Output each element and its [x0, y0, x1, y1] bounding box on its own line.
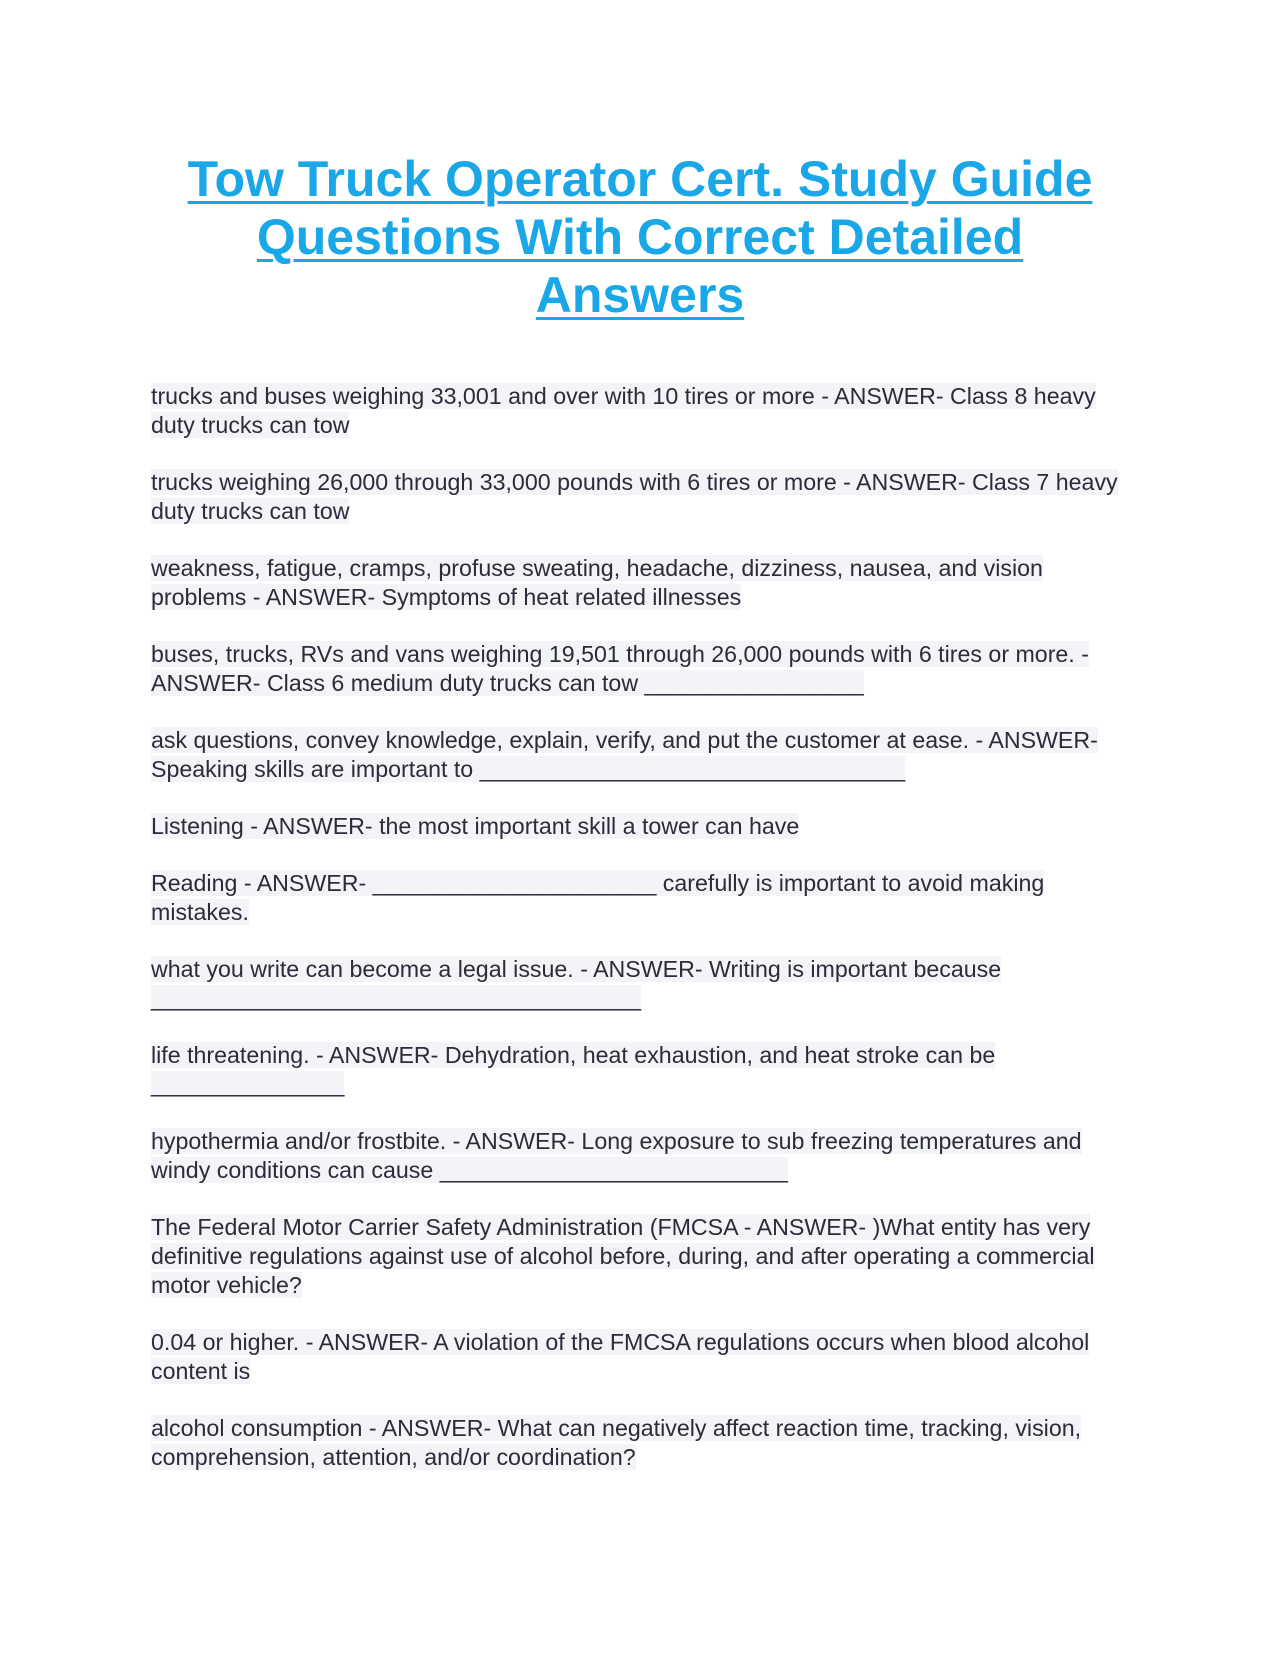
qa-text: Reading - ANSWER- ______________________ carefully is important to avoid making mistakes.: [151, 870, 1045, 925]
qa-text: alcohol consumption - ANSWER- What can negatively affect reaction time, tracking, vision, comprehension, attention, and/or coordination?: [151, 1415, 1082, 1470]
qa-item: [151, 1127, 1141, 1185]
qa-text: hypothermia and/or frostbite. - ANSWER- Long exposure to sub freezing temperatures and windy conditions can cause ___________________________: [151, 1128, 1082, 1183]
qa-item: [151, 554, 1141, 612]
qa-item: [151, 640, 1141, 698]
qa-text: trucks and buses weighing 33,001 and over with 10 tires or more - ANSWER- Class 8 heavy duty trucks can tow: [151, 383, 1096, 438]
qa-item: [151, 1213, 1141, 1300]
qa-text: Listening - ANSWER- the most important skill a tower can have: [151, 813, 800, 839]
qa-item: [151, 382, 1141, 440]
qa-text: ask questions, convey knowledge, explain, verify, and put the customer at ease. - ANSWER- Speaking skills are important to _________________________________: [151, 727, 1098, 782]
qa-text: 0.04 or higher. - ANSWER- A violation of the FMCSA regulations occurs when blood alcohol content is: [151, 1329, 1090, 1384]
qa-item: [151, 869, 1141, 927]
qa-text: life threatening. - ANSWER- Dehydration, heat exhaustion, and heat stroke can be _______________: [151, 1042, 996, 1097]
qa-text: weakness, fatigue, cramps, profuse sweating, headache, dizziness, nausea, and vision problems - ANSWER- Symptoms of heat related illnesses: [151, 555, 1043, 610]
qa-text: buses, trucks, RVs and vans weighing 19,501 through 26,000 pounds with 6 tires or more. - ANSWER- Class 6 medium duty trucks can tow _________________: [151, 641, 1089, 696]
qa-list: [151, 382, 1141, 1500]
qa-item: [151, 1041, 1141, 1099]
document-title[interactable]: Tow Truck Operator Cert. Study Guide Questions With Correct Detailed Answers: [187, 151, 1093, 323]
qa-item: [151, 726, 1141, 784]
qa-item: [151, 812, 1141, 841]
qa-text: what you write can become a legal issue. - ANSWER- Writing is important because ______________________________________: [151, 956, 1002, 1011]
qa-item: [151, 955, 1141, 1013]
qa-text: trucks weighing 26,000 through 33,000 pounds with 6 tires or more - ANSWER- Class 7 heavy duty trucks can tow: [151, 469, 1118, 524]
qa-item: [151, 1414, 1141, 1472]
qa-text: The Federal Motor Carrier Safety Administration (FMCSA - ANSWER- )What entity has very definitive regulations against use of alcohol before, during, and after operating a commercial motor vehicle?: [151, 1214, 1095, 1298]
qa-item: [151, 468, 1141, 526]
qa-item: [151, 1328, 1141, 1386]
